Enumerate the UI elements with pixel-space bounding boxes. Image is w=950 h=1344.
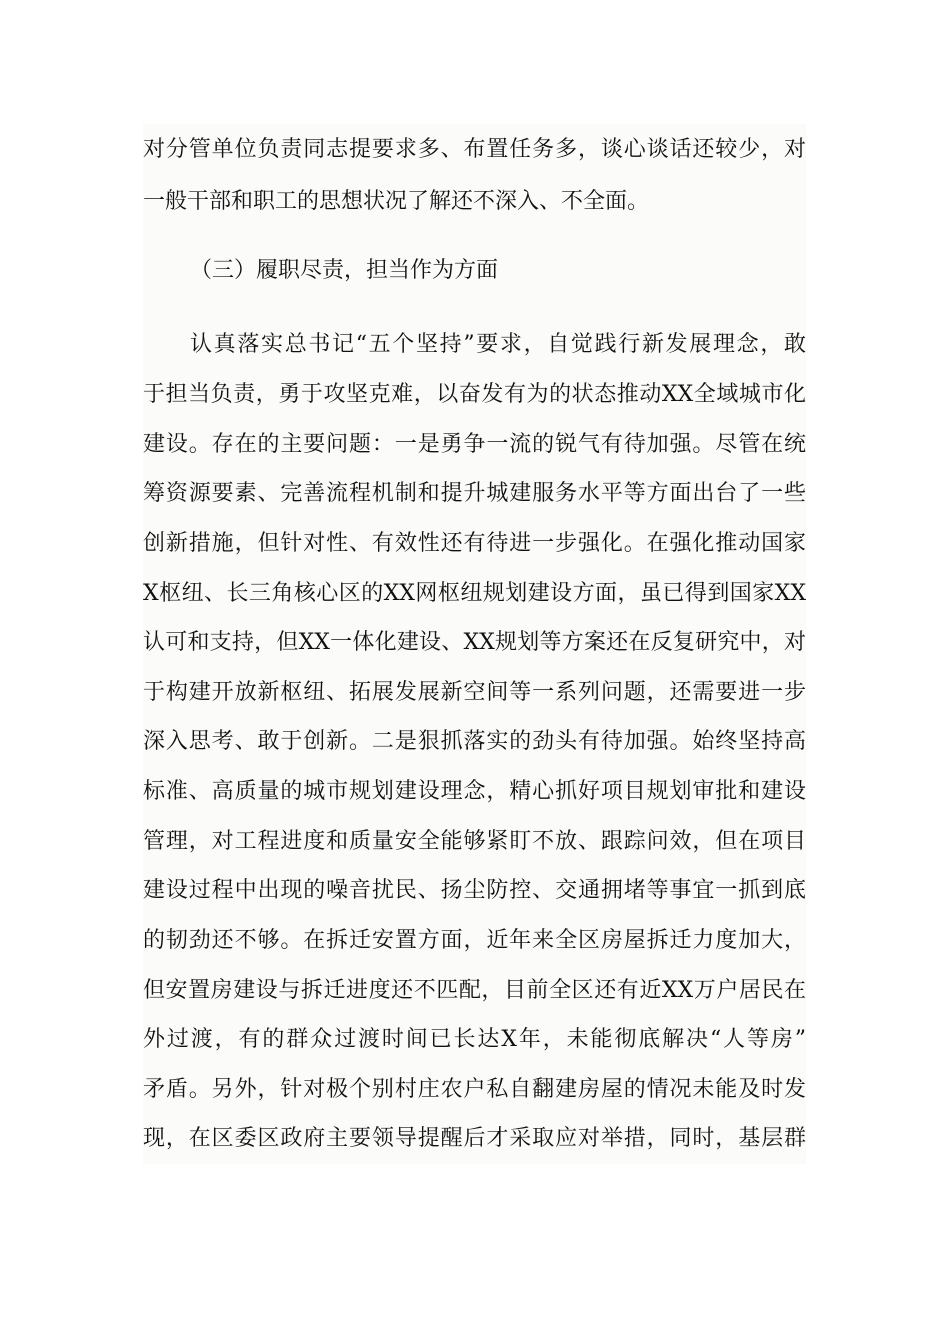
paragraph-line-13: 标准、高质量的城市规划建设理念，精心抓好项目规划审批和建设 — [143, 779, 806, 804]
section-heading: （三）履职尽责，担当作为方面 — [190, 258, 499, 283]
paragraph-line-1: 对分管单位负责同志提要求多、布置任务多，谈心谈话还较少，对 — [143, 137, 806, 162]
paragraph-line-7: 筹资源要素、完善流程机制和提升城建服务水平等方面出台了一些 — [143, 481, 806, 506]
paragraph-line-4: 认真落实总书记“五个坚持”要求，自觉践行新发展理念，敢 — [190, 332, 806, 357]
paragraph-line-11: 于构建开放新枢纽、拓展发展新空间等一系列问题，还需要进一步 — [143, 680, 806, 705]
paragraph-line-2: 一般干部和职工的思想状况了解还不深入、不全面。 — [143, 189, 650, 214]
paragraph-line-6: 建设。存在的主要问题：一是勇争一流的锐气有待加强。尽管在统 — [143, 432, 806, 457]
paragraph-line-18: 外过渡，有的群众过渡时间已长达X年，未能彻底解决“人等房” — [143, 1027, 806, 1052]
paragraph-line-10: 认可和支持，但XX一体化建设、XX规划等方案还在反复研究中，对 — [143, 630, 806, 655]
paragraph-line-9: X枢纽、长三角核心区的XX网枢纽规划建设方面，虽已得到国家XX — [143, 581, 806, 606]
paragraph-line-15: 建设过程中出现的噪音扰民、扬尘防控、交通拥堵等事宜一抓到底 — [143, 878, 806, 903]
paragraph-line-19: 矛盾。另外，针对极个别村庄农户私自翻建房屋的情况未能及时发 — [143, 1077, 806, 1102]
paragraph-line-5: 于担当负责，勇于攻坚克难，以奋发有为的状态推动XX全域城市化 — [143, 382, 806, 407]
paragraph-line-16: 的韧劲还不够。在拆迁安置方面，近年来全区房屋拆迁力度加大， — [143, 928, 806, 953]
paragraph-line-20: 现，在区委区政府主要领导提醒后才采取应对举措，同时，基层群 — [143, 1126, 806, 1151]
paragraph-line-8: 创新措施，但针对性、有效性还有待进一步强化。在强化推动国家 — [143, 531, 806, 556]
paragraph-line-12: 深入思考、敢于创新。二是狠抓落实的劲头有待加强。始终坚持高 — [143, 729, 806, 754]
paragraph-line-14: 管理，对工程进度和质量安全能够紧盯不放、跟踪问效，但在项目 — [143, 829, 806, 854]
paragraph-line-17: 但安置房建设与拆迁进度还不匹配，目前全区还有近XX万户居民在 — [143, 978, 806, 1003]
